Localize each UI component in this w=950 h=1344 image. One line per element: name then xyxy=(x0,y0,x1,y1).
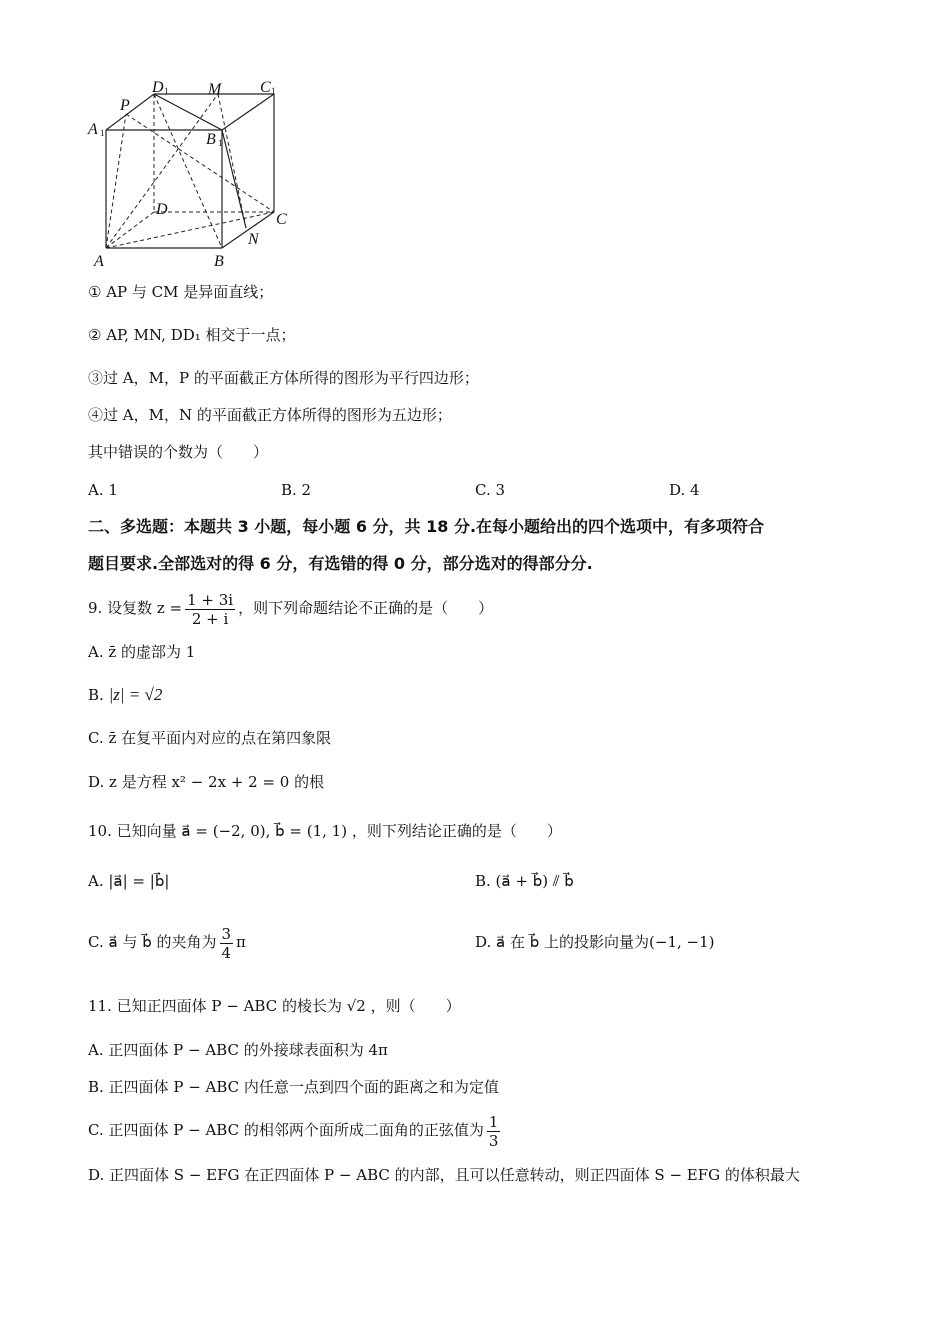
q11-option-c-prefix: C. 正四面体 P − ABC 的相邻两个面所成二面角的正弦值为 xyxy=(88,1121,484,1139)
statement-2: ② AP, MN, DD₁ 相交于一点； xyxy=(88,326,296,344)
q8-option-d: D. 4 xyxy=(669,481,700,499)
q10-option-d: D. a⃗ 在 b⃗ 上的投影向量为(−1, −1) xyxy=(475,933,715,951)
question-8-stem: 其中错误的个数为（ ） xyxy=(88,443,269,461)
section2-heading-line1: 二、多选题：本题共 3 小题，每小题 6 分，共 18 分.在每小题给出的四个选项中，有多项符合 xyxy=(88,517,765,536)
cube-figure xyxy=(82,74,297,270)
q10-option-c-fraction xyxy=(220,925,234,962)
label-P: P xyxy=(120,97,130,114)
label-C1: C xyxy=(260,79,271,96)
label-A1: A xyxy=(88,121,98,138)
q9-fraction xyxy=(185,591,235,628)
question-10-stem: 10. 已知向量 a⃗ = (−2, 0), b⃗ = (1, 1) ，则下列结论正确的是（ ） xyxy=(88,822,562,840)
q10-option-c-prefix: C. a⃗ 与 b⃗ 的夹角为 xyxy=(88,933,217,951)
q10-c-numerator: 3 xyxy=(221,924,232,943)
question-9-stem xyxy=(88,586,493,630)
q8-option-a: A. 1 xyxy=(88,481,118,499)
q11-option-c xyxy=(88,1108,503,1152)
q9-option-b-math: |z| = √2 xyxy=(108,685,163,704)
q11-option-c-fraction xyxy=(487,1113,501,1150)
label-C: C xyxy=(276,211,287,228)
q10-c-denominator: 4 xyxy=(221,943,232,962)
sub-A1: 1 xyxy=(100,128,105,138)
label-D1: D xyxy=(152,79,164,96)
statement-4: ④过 A，M，N 的平面截正方体所得的图形为五边形； xyxy=(88,406,452,424)
q8-option-b: B. 2 xyxy=(281,481,312,499)
q9-suffix: ，则下列命题结论不正确的是（ ） xyxy=(238,599,494,617)
q11-option-b: B. 正四面体 P − ABC 内任意一点到四个面的距离之和为定值 xyxy=(88,1078,499,1096)
label-N: N xyxy=(248,231,259,248)
statement-1: ① AP 与 CM 是异面直线； xyxy=(88,283,274,301)
q8-option-c: C. 3 xyxy=(475,481,506,499)
q9-numerator: 1 + 3i xyxy=(187,590,234,609)
sub-D1: 1 xyxy=(164,86,169,96)
label-B: B xyxy=(214,253,224,270)
statement-3: ③过 A，M，P 的平面截正方体所得的图形为平行四边形； xyxy=(88,369,479,387)
q11-c-numerator: 1 xyxy=(488,1112,499,1131)
q10-option-c xyxy=(88,920,246,964)
q10-option-b: B. (a⃗ + b⃗) ⫽ b⃗ xyxy=(475,872,574,890)
q10-option-a: A. |a⃗| = |b⃗| xyxy=(88,872,170,890)
q9-prefix: 9. 设复数 z = xyxy=(88,599,183,617)
q10-option-c-suffix: π xyxy=(236,933,246,951)
q9-option-b xyxy=(88,684,162,706)
label-B1: B xyxy=(206,131,216,148)
q9-option-b-label: B. xyxy=(88,686,104,704)
section2-heading-line2: 题目要求.全部选对的得 6 分，有选错的得 0 分，部分选对的得部分分. xyxy=(88,554,593,573)
q11-option-a: A. 正四面体 P − ABC 的外接球表面积为 4π xyxy=(88,1041,388,1059)
q11-option-d: D. 正四面体 S − EFG 在正四面体 P − ABC 的内部，且可以任意转动，则正四面体 S − EFG 的体积最大 xyxy=(88,1166,800,1184)
label-M: M xyxy=(208,81,222,98)
q11-c-denominator: 3 xyxy=(488,1131,499,1150)
label-A: A xyxy=(94,253,104,270)
q9-denominator: 2 + i xyxy=(191,609,229,628)
q9-option-d: D. z 是方程 x² − 2x + 2 = 0 的根 xyxy=(88,773,325,791)
q9-option-c: C. z̄ 在复平面内对应的点在第四象限 xyxy=(88,729,332,747)
question-11-stem: 11. 已知正四面体 P − ABC 的棱长为 √2 ，则（ ） xyxy=(88,997,461,1015)
q9-option-a: A. z̄ 的虚部为 1 xyxy=(88,643,196,661)
label-D: D xyxy=(156,201,168,218)
sub-C1: 1 xyxy=(271,86,276,96)
sub-B1: 1 xyxy=(218,138,223,148)
